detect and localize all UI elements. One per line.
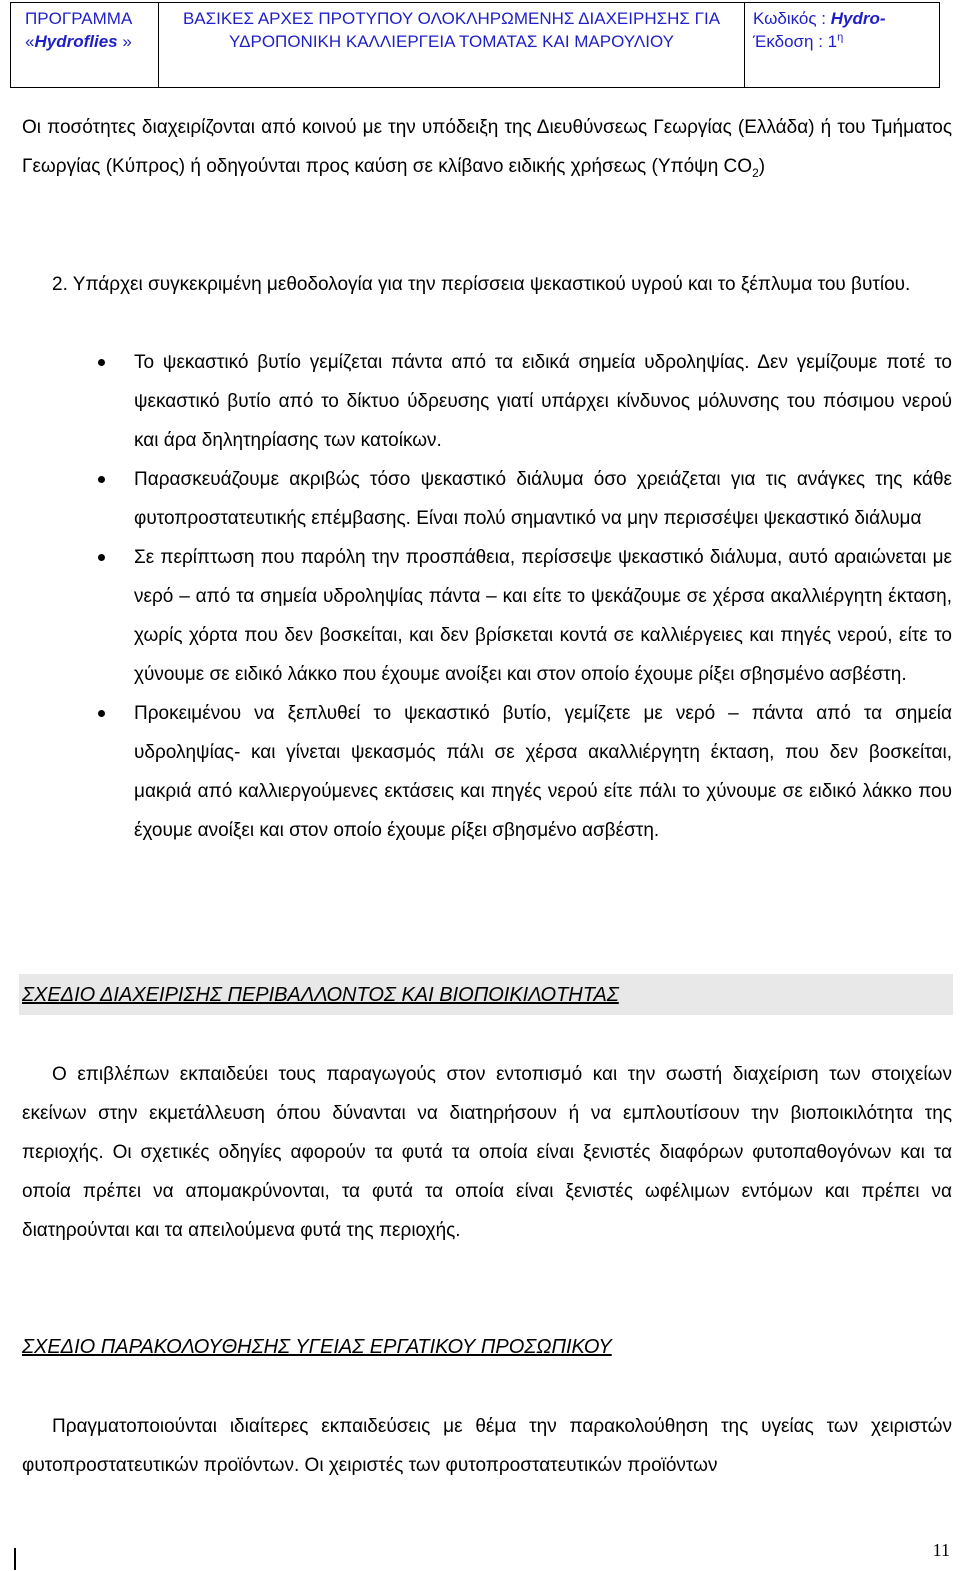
header-edition-line (753, 30, 939, 53)
document-header (10, 2, 940, 88)
paragraph-disposal-end: ) (758, 156, 766, 177)
header-code-line (753, 7, 939, 30)
footer-margin-mark (14, 1548, 16, 1570)
header-edition-sup: η (837, 31, 844, 44)
paragraph-methodology: 2. Υπάρχει συγκεκριμένη μεθοδολογία για την περίσσεια ψεκαστικού υγρού και το ξέπλυμα του βυτίου. (52, 274, 911, 295)
header-program-cell (11, 3, 159, 87)
list-item-text: Το ψεκαστικό βυτίο γεμίζεται πάντα από τα ειδικά σημεία υδροληψίας. Δεν γεμίζουμε ποτέ το ψεκαστικό βυτίο από το δίκτυο ύδρευσης γιατί υπάρχει κίνδυνος μόλυνσης του πόσιμου νερού και άρα δηλητηρίασης των κατοίκων. (134, 352, 952, 451)
list-item (22, 460, 952, 538)
list-item-text: Σε περίπτωση που παρόλη την προσπάθεια, περίσσεψε ψεκαστικό διάλυμα, αυτό αραιώνεται με νερό – από τα σημεία υδροληψίας πάντα – και είτε το ψεκάζουμε σε χέρσα ακαλλιέργητη έκταση, χωρίς χόρτα που δεν βοσκείται, και δεν βρίσκεται κοντά σε καλλιέργειες και πηγές νερού, είτε το χύνουμε σε ειδικό λάκκο που έχουμε ανοίξει και στον οποίο έχουμε ρίξει σβησμένο ασβέστη. (134, 547, 952, 685)
list-item (22, 538, 952, 694)
paragraph-biodiversity: Ο επιβλέπων εκπαιδεύει τους παραγωγούς στον εντοπισμό και την σωστή διαχείριση των στοιχείων εκείνων στην εκμετάλλευση όπου δύνανται να διατηρήσουν ή να εμπλουτίσουν την βιοποικιλότητα της περιοχής. Οι σχετικές οδηγίες αφορούν τα φυτά τα οποία είναι ξενιστές διαφόρων φυτοπαθογόνων και τα οποία πρέπει να απομακρύνονται, τα φυτά τα οποία είναι ξενιστές ωφέλιμων εντόμων και πρέπει να διατηρούνται και τα απειλούμενα φυτά της περιοχής. (22, 1064, 952, 1241)
list-item (22, 694, 952, 850)
header-quote-open: « (25, 32, 35, 51)
header-code-cell (745, 3, 939, 87)
header-code-label: Κωδικός : (753, 9, 831, 28)
section-title-health: ΣΧΕΔΙΟ ΠΑΡΑΚΟΛΟΥΘΗΣΗΣ ΥΓΕΙΑΣ ΕΡΓΑΤΙΚΟΥ ΠΡΟΣΩΠΙΚΟΥ (22, 1336, 612, 1358)
paragraph-disposal (22, 108, 952, 186)
co2-subscript: 2 (752, 165, 759, 180)
section-title-environment: ΣΧΕΔΙΟ ΔΙΑΧΕΙΡΙΣΗΣ ΠΕΡΙΒΑΛΛΟΝΤΟΣ ΚΑΙ ΒΙΟΠΟΙΚΙΛΟΤΗΤΑΣ (22, 984, 619, 1006)
header-program-label: ΠΡΟΓΡΑΜΜΑ (25, 9, 133, 28)
page-number: 11 (932, 1540, 950, 1560)
header-program-name-line (25, 30, 158, 53)
list-item-text: Παρασκευάζουμε ακριβώς τόσο ψεκαστικό διάλυμα όσο χρειάζεται για τις ανάγκες της κάθε φυτοπροστατευτικής επέμβασης. Είναι πολύ σημαντικό να μην περισσέψει ψεκαστικό διάλυμα (134, 469, 952, 529)
header-code-value: Hydro- (830, 9, 886, 28)
bullet-icon (98, 710, 105, 717)
header-title-cell (159, 3, 745, 87)
bullet-icon (98, 359, 105, 366)
header-quote-close: » (117, 32, 132, 51)
header-title-line1: ΒΑΣΙΚΕΣ ΑΡΧΕΣ ΠΡΟΤΥΠΟΥ ΟΛΟΚΛΗΡΩΜΕΝΗΣ ΔΙΑΧΕΙΡΗΣΗΣ ΓΙΑ (182, 9, 721, 28)
bullet-icon (98, 476, 105, 483)
list-item-text: Προκειμένου να ξεπλυθεί το ψεκαστικό βυτίο, γεμίζετε με νερό – πάντα από τα σημεία υδροληψίας- και γίνεται ψεκασμός πάλι σε χέρσα ακαλλιέργητη έκταση, που δεν βοσκείται, μακριά από καλλιεργούμενες εκτάσεις και πηγές νερού είτε πάλι το χύνουμε σε ειδικό λάκκο που έχουμε ανοίξει και στον οποίο έχουμε ρίξει σβησμένο ασβέστη. (134, 703, 952, 841)
bullet-icon (98, 554, 105, 561)
paragraph-health: Πραγματοποιούνται ιδιαίτερες εκπαιδεύσεις με θέμα την παρακολούθηση της υγείας των χειριστών φυτοπροστατευτικών προϊόντων. Οι χειριστές των φυτοπροστατευτικών προϊόντων (22, 1416, 952, 1476)
list-item (22, 343, 952, 460)
bullet-list (22, 343, 952, 850)
header-title-line2: ΥΔΡΟΠΟΝΙΚΗ ΚΑΛΛΙΕΡΓΕΙΑ ΤΟΜΑΤΑΣ ΚΑΙ ΜΑΡΟΥΛΙΟΥ (229, 32, 674, 51)
paragraph-disposal-text: Οι ποσότητες διαχειρίζονται από κοινού με την υπόδειξη της Διευθύνσεως Γεωργίας (Ελλάδα) ή του Τμήματος Γεωργίας (Κύπρος) ή οδηγούνται προς καύση σε κλίβανο ειδικής χρήσεως (Υπόψη CO (22, 117, 952, 177)
header-edition-label: Έκδοση : 1 (753, 32, 838, 51)
header-program-name: Hydroflies (34, 32, 118, 51)
